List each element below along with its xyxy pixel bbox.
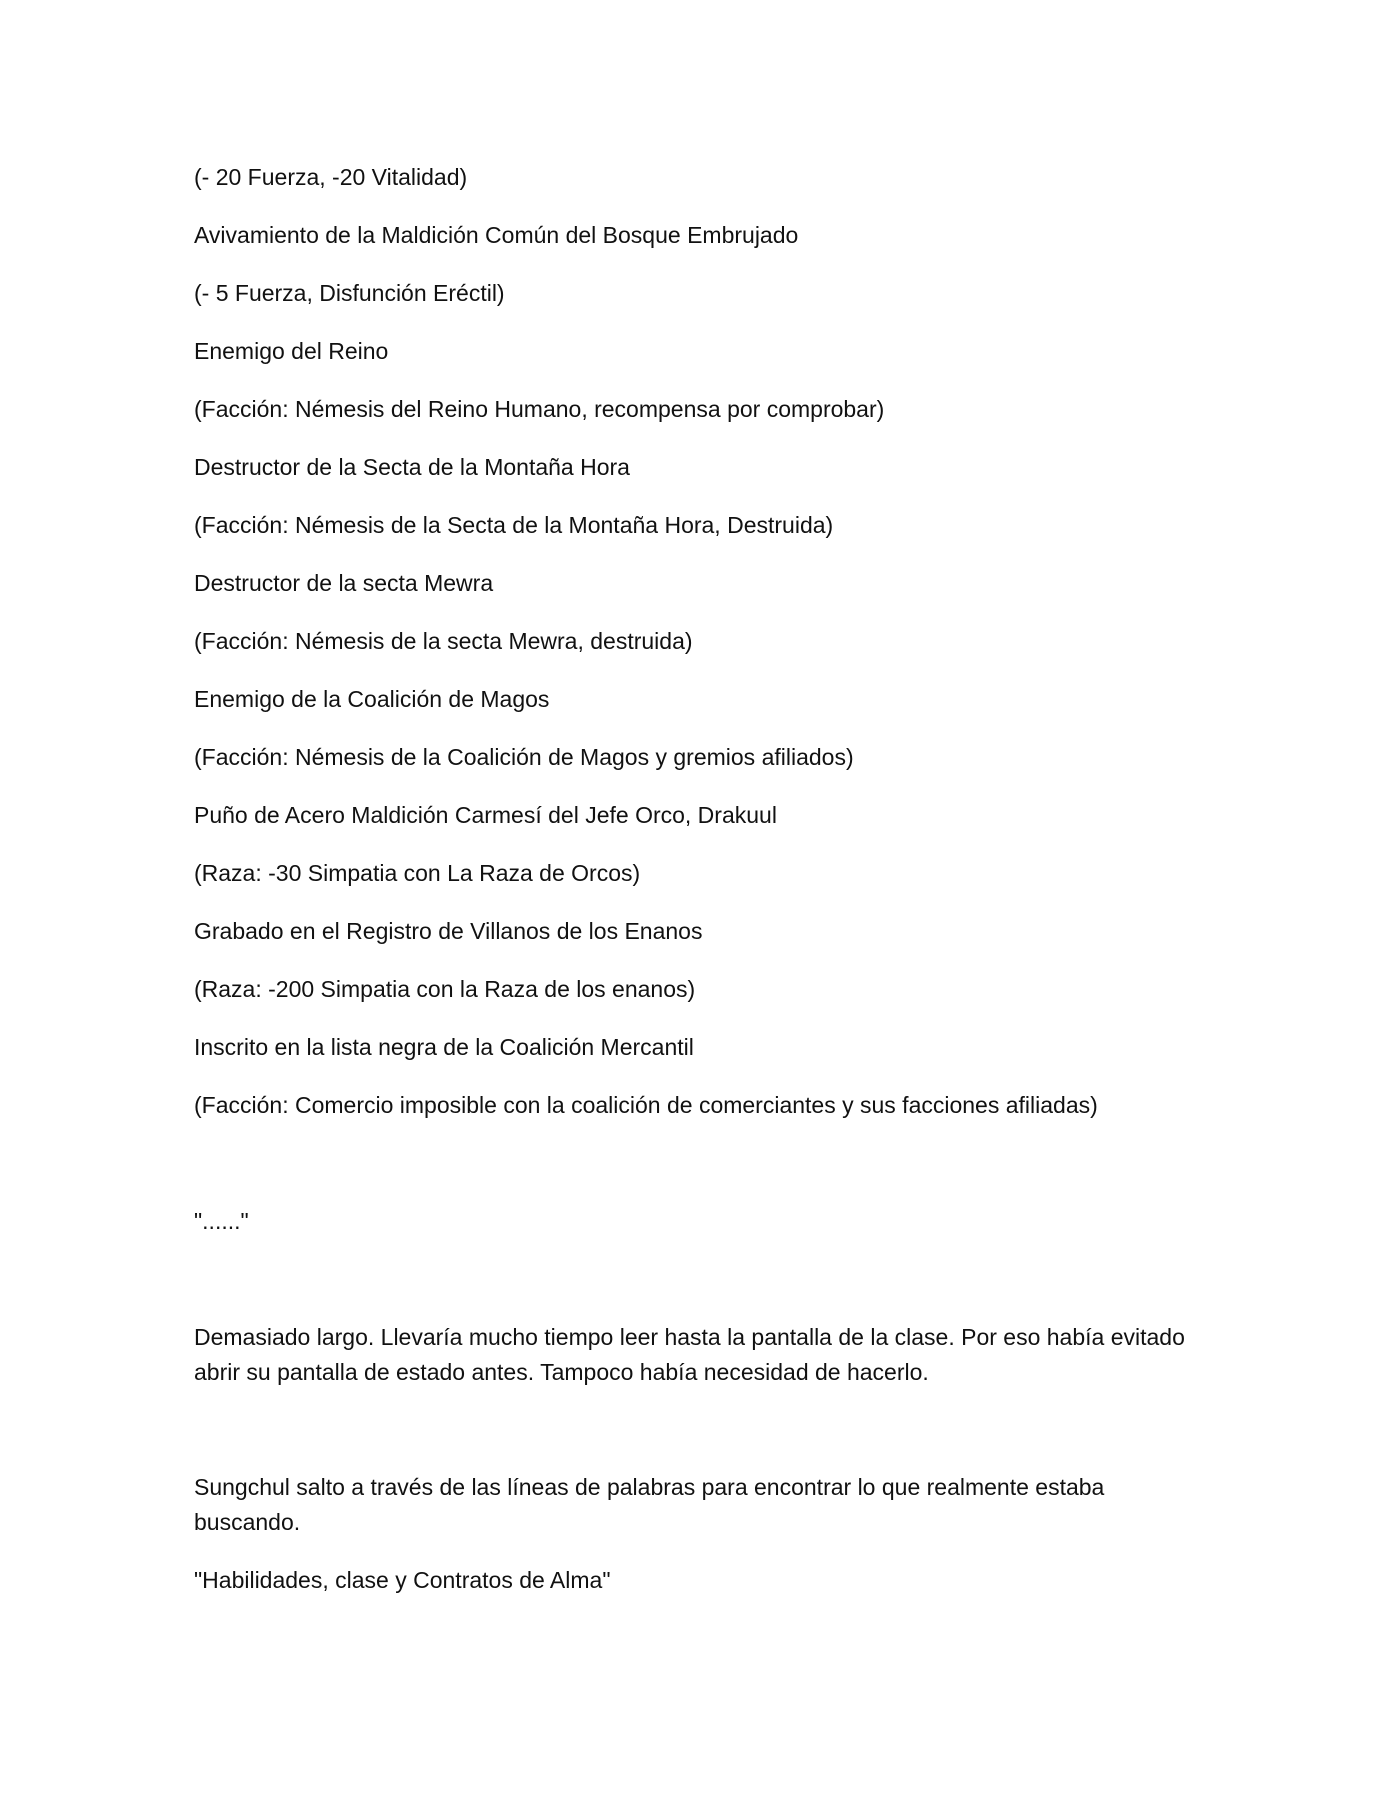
paragraph: Sungchul salto a través de las líneas de palabras para encontrar lo que realmente estaba buscando.	[194, 1474, 1105, 1535]
text-line: Grabado en el Registro de Villanos de los Enanos	[194, 918, 703, 944]
text-line: (Facción: Némesis de la Secta de la Montaña Hora, Destruida)	[194, 512, 834, 538]
text-line: (Raza: -30 Simpatia con La Raza de Orcos)	[194, 860, 641, 886]
text-line: Puño de Acero Maldición Carmesí del Jefe Orco, Drakuul	[194, 802, 777, 828]
text-line: Avivamiento de la Maldición Común del Bosque Embrujado	[194, 222, 799, 248]
paragraph: Demasiado largo. Llevaría mucho tiempo leer hasta la pantalla de la clase. Por eso había evitado abrir su pantalla de estado antes. Tampoco había necesidad de hacerlo.	[194, 1324, 1185, 1385]
text-line: (- 5 Fuerza, Disfunción Eréctil)	[194, 280, 505, 306]
text-line: (Facción: Némesis del Reino Humano, recompensa por comprobar)	[194, 396, 885, 422]
closing-quote: "Habilidades, clase y Contratos de Alma"	[194, 1567, 611, 1593]
text-line: Inscrito en la lista negra de la Coalición Mercantil	[194, 1034, 694, 1060]
text-line: (Facción: Némesis de la secta Mewra, destruida)	[194, 628, 693, 654]
text-line: Enemigo del Reino	[194, 338, 389, 364]
text-line: (Facción: Comercio imposible con la coalición de comerciantes y sus facciones afiliadas)	[194, 1092, 1098, 1118]
text-line: Enemigo de la Coalición de Magos	[194, 686, 550, 712]
text-line: Destructor de la secta Mewra	[194, 570, 494, 596]
text-line: Destructor de la Secta de la Montaña Hora	[194, 454, 630, 480]
ellipsis-quote: "......"	[194, 1208, 249, 1234]
text-line: (Raza: -200 Simpatia con la Raza de los enanos)	[194, 976, 696, 1002]
text-line: (- 20 Fuerza, -20 Vitalidad)	[194, 164, 468, 190]
text-line: (Facción: Némesis de la Coalición de Magos y gremios afiliados)	[194, 744, 854, 770]
